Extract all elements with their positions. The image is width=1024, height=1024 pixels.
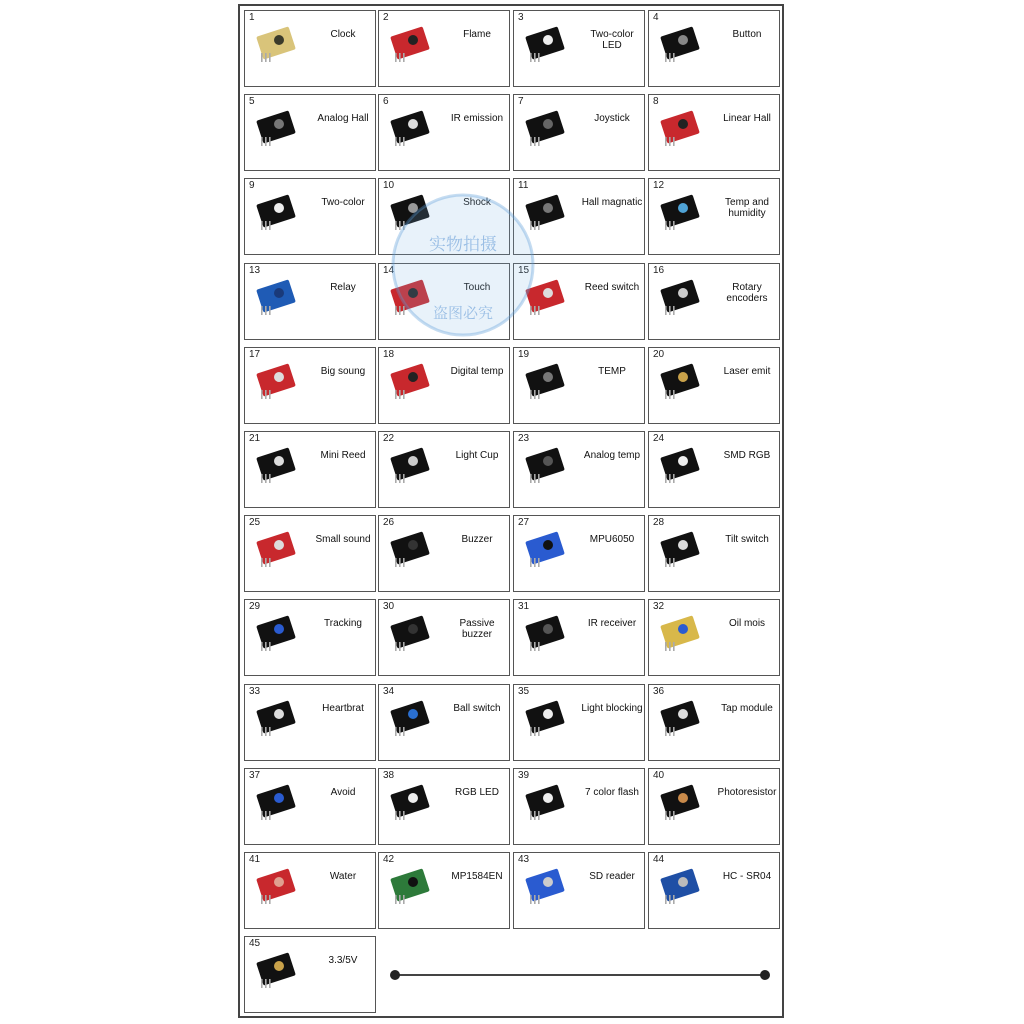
module-cell xyxy=(244,178,376,255)
sensor-board-image xyxy=(389,614,437,654)
sensor-board-image xyxy=(659,446,707,486)
module-cell xyxy=(244,94,376,171)
module-number: 31 xyxy=(518,601,530,613)
module-number: 42 xyxy=(383,854,395,865)
module-label: Rotary encoders xyxy=(726,281,768,304)
sensor-board-image xyxy=(659,867,707,907)
module-label: Tap module xyxy=(721,702,773,714)
module-cell xyxy=(648,263,780,340)
module-label: Big soung xyxy=(320,365,366,377)
module-cell xyxy=(378,347,510,424)
module-number: 6 xyxy=(383,96,389,108)
module-label: Tracking xyxy=(324,618,362,630)
sensor-board-image xyxy=(659,614,707,654)
sensor-board-image xyxy=(524,446,572,486)
line-end-dot-left xyxy=(390,970,400,980)
module-cell xyxy=(378,94,510,171)
module-cell xyxy=(513,94,645,171)
module-cell xyxy=(513,599,645,676)
sensor-board-image xyxy=(255,951,303,991)
sensor-board-image xyxy=(389,25,437,65)
module-number: 15 xyxy=(518,264,530,276)
module-cell xyxy=(244,431,376,508)
module-number: 12 xyxy=(653,180,665,192)
module-label: Mini Reed xyxy=(320,450,366,461)
module-cell xyxy=(648,347,780,424)
sensor-board-image xyxy=(659,699,707,739)
module-number: 14 xyxy=(383,264,395,276)
module-label: HC - SR04 xyxy=(722,871,772,882)
sensor-board-image xyxy=(524,783,572,823)
module-cell xyxy=(648,178,780,255)
module-label: Reed switch xyxy=(584,281,640,293)
module-number: 23 xyxy=(518,433,530,444)
module-number: 18 xyxy=(383,348,395,360)
sensor-board-image xyxy=(255,446,303,486)
module-cell xyxy=(513,347,645,424)
sensor-board-image xyxy=(524,614,572,654)
sensor-board-image xyxy=(659,783,707,823)
sensor-board-image xyxy=(255,362,303,402)
module-cell xyxy=(648,515,780,592)
sensor-board-image xyxy=(389,783,437,823)
module-number: 13 xyxy=(249,264,261,276)
sensor-board-image xyxy=(659,109,707,149)
module-number: 17 xyxy=(249,348,261,360)
module-number: 25 xyxy=(249,517,261,529)
module-cell xyxy=(648,852,780,929)
sensor-board-image xyxy=(389,193,437,233)
module-cell xyxy=(648,684,780,761)
module-cell xyxy=(378,515,510,592)
sensor-board-image xyxy=(659,193,707,233)
module-label: Ball switch xyxy=(453,702,501,714)
module-cell xyxy=(244,263,376,340)
module-number: 33 xyxy=(249,685,261,697)
module-cell xyxy=(513,178,645,255)
module-cell xyxy=(378,178,510,255)
module-label: 7 color flash xyxy=(585,786,639,798)
module-cell xyxy=(513,684,645,761)
module-label: Light blocking xyxy=(581,702,643,714)
sensor-board-image xyxy=(524,109,572,149)
module-cell xyxy=(648,431,780,508)
sensor-board-image xyxy=(389,278,437,318)
module-label: Joystick xyxy=(594,113,630,125)
module-cell xyxy=(244,684,376,761)
module-label: IR emission xyxy=(450,113,504,125)
module-label: Button xyxy=(732,29,762,40)
sensor-board-image xyxy=(389,109,437,149)
sensor-board-image xyxy=(255,614,303,654)
module-label: MP1584EN xyxy=(451,871,503,882)
sensor-board-image xyxy=(255,783,303,823)
module-number: 38 xyxy=(383,769,395,781)
sensor-board-image xyxy=(659,530,707,570)
module-number: 19 xyxy=(518,348,530,360)
module-cell xyxy=(378,10,510,87)
module-number: 39 xyxy=(518,769,530,781)
module-number: 45 xyxy=(249,938,261,950)
module-number: 24 xyxy=(653,433,665,444)
module-number: 20 xyxy=(653,348,665,360)
sensor-board-image xyxy=(524,362,572,402)
module-label: 3.3/5V xyxy=(328,955,358,967)
sensor-board-image xyxy=(659,25,707,65)
module-number: 4 xyxy=(653,12,659,23)
sensor-board-image xyxy=(389,446,437,486)
sensor-board-image xyxy=(524,867,572,907)
module-number: 9 xyxy=(249,180,255,192)
module-label: Laser emit xyxy=(723,365,771,377)
module-label: Touch xyxy=(463,281,491,293)
sensor-board-image xyxy=(255,25,303,65)
module-cell xyxy=(648,599,780,676)
module-number: 3 xyxy=(518,12,524,23)
module-label: Linear Hall xyxy=(723,113,771,125)
module-label: Analog temp xyxy=(583,450,641,461)
module-number: 30 xyxy=(383,601,395,613)
sensor-board-image xyxy=(255,278,303,318)
module-cell xyxy=(244,347,376,424)
module-number: 37 xyxy=(249,769,261,781)
module-cell xyxy=(378,684,510,761)
module-label: Analog Hall xyxy=(317,113,369,125)
module-label: TEMP xyxy=(598,365,626,377)
watermark-line-1: 实物拍摄 xyxy=(429,235,497,255)
module-cell xyxy=(648,768,780,845)
sensor-board-image xyxy=(255,193,303,233)
module-number: 44 xyxy=(653,854,665,865)
module-number: 41 xyxy=(249,854,261,865)
module-number: 34 xyxy=(383,685,395,697)
module-label: MPU6050 xyxy=(589,534,635,546)
sensor-board-image xyxy=(659,278,707,318)
module-cell xyxy=(244,599,376,676)
sensor-board-image xyxy=(389,867,437,907)
sensor-board-image xyxy=(255,109,303,149)
module-label: Passive buzzer xyxy=(459,618,495,641)
module-label: RGB LED xyxy=(455,786,499,798)
module-number: 11 xyxy=(518,180,529,192)
module-number: 28 xyxy=(653,517,665,529)
module-number: 27 xyxy=(518,517,530,529)
module-label: Two-color xyxy=(321,197,365,209)
watermark-line-2: 盗图必究 xyxy=(432,304,494,322)
module-label: Two-color LED xyxy=(590,29,634,51)
module-cell xyxy=(513,10,645,87)
module-number: 26 xyxy=(383,517,395,529)
module-label: Relay xyxy=(330,281,356,293)
module-cell xyxy=(513,768,645,845)
module-cell xyxy=(244,936,376,1013)
module-label: Temp and humidity xyxy=(725,197,769,220)
module-label: Digital temp xyxy=(450,365,504,377)
line-end-dot-right xyxy=(760,970,770,980)
module-cell xyxy=(378,852,510,929)
module-number: 2 xyxy=(383,12,389,23)
module-cell xyxy=(648,94,780,171)
module-number: 16 xyxy=(653,264,665,276)
module-number: 35 xyxy=(518,685,530,697)
module-label: SMD RGB xyxy=(723,450,771,461)
module-cell xyxy=(378,431,510,508)
module-label: Small sound xyxy=(315,534,371,546)
sensor-board-image xyxy=(524,278,572,318)
module-cell xyxy=(513,263,645,340)
module-cell xyxy=(378,599,510,676)
module-label: SD reader xyxy=(589,871,635,882)
sensor-board-image xyxy=(389,362,437,402)
module-number: 36 xyxy=(653,685,665,697)
module-number: 32 xyxy=(653,601,665,613)
module-cell xyxy=(378,768,510,845)
module-number: 10 xyxy=(383,180,395,192)
module-label: Photoresistor xyxy=(717,786,777,798)
module-number: 43 xyxy=(518,854,530,865)
module-label: IR receiver xyxy=(587,618,637,630)
module-cell xyxy=(513,515,645,592)
module-number: 22 xyxy=(383,433,395,444)
module-cell xyxy=(244,768,376,845)
module-cell xyxy=(244,10,376,87)
module-number: 5 xyxy=(249,96,255,108)
sensor-board-image xyxy=(255,530,303,570)
module-label: Shock xyxy=(463,197,491,209)
module-number: 7 xyxy=(518,96,524,108)
module-number: 1 xyxy=(249,12,255,23)
sensor-board-image xyxy=(659,362,707,402)
module-number: 21 xyxy=(249,433,261,444)
module-cell xyxy=(648,10,780,87)
divider-line xyxy=(395,974,765,976)
sensor-board-image xyxy=(524,193,572,233)
module-label: Buzzer xyxy=(461,534,493,546)
module-label: Flame xyxy=(463,29,491,40)
module-label: Heartbrat xyxy=(322,702,364,714)
module-cell xyxy=(513,431,645,508)
module-cell xyxy=(244,852,376,929)
sensor-board-image xyxy=(524,699,572,739)
module-label: Avoid xyxy=(330,786,356,798)
module-number: 8 xyxy=(653,96,659,108)
sensor-board-image xyxy=(389,699,437,739)
sensor-board-image xyxy=(524,25,572,65)
module-label: Light Cup xyxy=(455,450,499,461)
module-number: 40 xyxy=(653,769,665,781)
module-label: Oil mois xyxy=(728,618,766,630)
module-cell xyxy=(378,263,510,340)
sensor-board-image xyxy=(255,699,303,739)
module-label: Water xyxy=(329,871,357,882)
sensor-board-image xyxy=(255,867,303,907)
sensor-board-image xyxy=(389,530,437,570)
module-cell xyxy=(244,515,376,592)
module-label: Clock xyxy=(330,29,356,40)
module-cell xyxy=(513,852,645,929)
module-number: 29 xyxy=(249,601,261,613)
module-label: Hall magnatic xyxy=(581,197,643,209)
module-label: Tilt switch xyxy=(725,534,769,546)
sensor-board-image xyxy=(524,530,572,570)
